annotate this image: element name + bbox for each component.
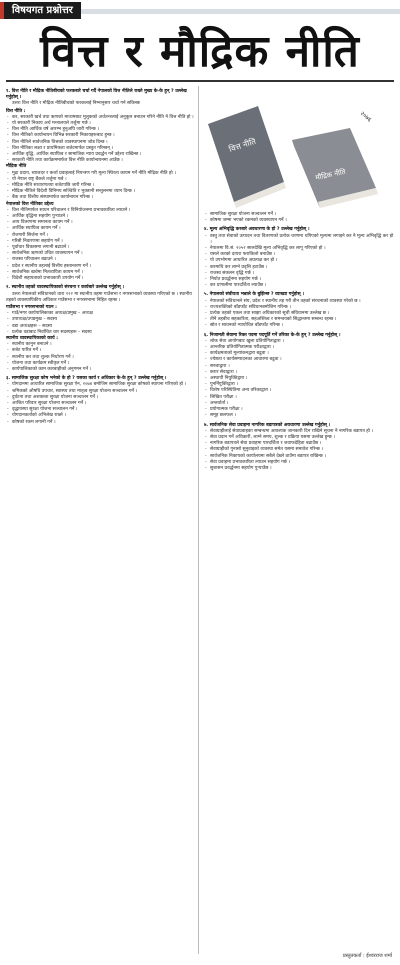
list-item: - कर, सरकारी खर्च तथा ऋणको माध्यमबाट मुलुकको अर्थतन्त्रलाई अनुकूल बनाउन गरिने नीति नै वित्त नीति हो । xyxy=(6,115,194,121)
list-item: - करार सेवाद्वारा । xyxy=(204,370,394,376)
page-title: वित्त र मौद्रिक नीति xyxy=(40,26,360,77)
question-6: ६. निजामती सेवामा रिक्त पदमा पदपूर्ति गर्ने तरिका के-के हुन् ? उल्लेख गर्नुहोस् । xyxy=(204,332,341,338)
list-item: - ज्येष्ठता र कार्यसम्पादनका आधारमा बढुवा । xyxy=(204,357,394,363)
list-item: - सार्वजनिक ऋणको उचित व्यवस्थापन गर्ने । xyxy=(6,251,194,257)
list-item: - अन्तर्वार्ता । xyxy=(204,401,394,407)
list-item: - सार्वजनिक निकायको कार्यालयमा सबैले देख्ने ठाउँमा बडापत्र राखिन्छ । xyxy=(204,454,394,460)
list-item: - आर्थिक स्थायित्व कायम गर्ने । xyxy=(6,226,194,232)
list-item: - नेपालमा वि.सं. २०५२ सालदेखि मूल्य अभिवृद्धि कर लागू गरिएको हो । xyxy=(204,246,394,252)
list-item: - योजना तथा कार्यक्रम स्वीकृत गर्ने । xyxy=(6,361,194,367)
list-item: - वस्तु तथा सेवाको उत्पादन तथा वितरणको प्रत्येक चरणमा थपिएको मूल्यमा लगाइने कर नै मूल्य अभिवृद्धि कर हो । xyxy=(204,234,394,246)
list-item: - कार्यक्षमताको मूल्यांकनद्वारा बढुवा । xyxy=(204,351,394,357)
monetary-policy-heading: मौद्रिक नीति xyxy=(6,164,27,170)
list-item: - श्रमिकको औषधि उपचार, स्वास्थ्य तथा मातृत्व सुरक्षा योजना सञ्चालन गर्ने । xyxy=(6,389,194,395)
answer-2: उत्तरः नेपालको संविधानको धारा २२२ मा स्थानीय तहमा गाउँसभा र नगरसभाको व्यवस्था गरिएको छ । स्थानीय तहको व्यवस्थापिकीय अधिकार गाउँसभा र नगरसभामा निहित रहन्छ । xyxy=(6,291,192,303)
list-item: - नागरिक बडापत्रले सेवा प्रवाहमा पारदर्शिता र जवाफदेहिता बढाउँछ । xyxy=(204,441,394,447)
author-credit: प्रस्तुतकर्ता : ईश्वरराज शर्मा xyxy=(342,953,392,959)
question-2: २. स्थानीय तहको व्यवस्थापिकाको संरचना र कार्यबारे उल्लेख गर्नुहोस् । xyxy=(6,285,125,291)
list-item: - वृद्धावस्था सुरक्षा योजना सञ्चालन गर्ने । xyxy=(6,407,194,413)
books-illustration xyxy=(200,84,396,210)
list-item: - स्रोत र साधनको न्यायोचित बाँडफाँट गरिन्छ । xyxy=(204,323,394,329)
fiscal-policy-book xyxy=(208,106,286,208)
title-divider xyxy=(6,80,394,82)
list-item: - सुशासन प्रवर्द्धनमा सहयोग पुर्‍याउँछ । xyxy=(204,466,394,472)
list-item: - वित्त नीतिमार्फत साधन परिचालन र विनियोजनमा प्रभावकारिता ल्याउने । xyxy=(6,208,194,214)
list-item: - उपाध्यक्ष/उपप्रमुख – सदस्य xyxy=(6,317,194,323)
list-item: - पुनर्नियुक्तिद्वारा । xyxy=(204,382,394,388)
list-item: - राजस्व परिचालन बढाउने । xyxy=(6,257,194,263)
list-item: - वडा अध्यक्षहरू – सदस्य xyxy=(6,324,194,330)
list-item: - विदेशी सहायताको प्रभावकारी उपयोग गर्ने । xyxy=(6,276,194,282)
list-item: - कर प्रणालीमा पारदर्शिता ल्याउँछ । xyxy=(204,283,394,289)
list-item: - प्रयोगात्मक परीक्षा । xyxy=(204,407,394,413)
list-item: - करमाथि कर लाग्ने प्रवृत्ति हटाउँछ । xyxy=(204,265,394,271)
section-tag: विषयगत प्रश्नोत्तर xyxy=(4,2,81,19)
list-item: - वित्त नीतिले सार्वजनिक वित्तको व्यवस्थापनमा जोड दिन्छ । xyxy=(6,140,194,146)
left-column xyxy=(6,86,194,426)
header-bar xyxy=(0,0,400,22)
list-item: - दुर्घटना तथा अशक्तता सुरक्षा योजना सञ्चालन गर्ने । xyxy=(6,395,194,401)
list-item: - आय वितरणमा समानता कायम गर्ने । xyxy=(6,220,194,226)
list-item: - मौद्रिक नीतिले विदेशी विनिमय सञ्चिति र भुक्तानी सन्तुलनमा ध्यान दिन्छ । xyxy=(6,189,194,195)
list-item: - योगदानमा आधारित सामाजिक सुरक्षा ऐन, २०७४ बमोजिम सामाजिक सुरक्षा कोषको स्थापना गरिएको हो । xyxy=(6,382,194,388)
list-item: - राजस्व संकलन वृद्धि गर्छ । xyxy=(204,271,394,277)
list-item: - सेवाग्राहीलाई सेवाप्रवाहका सम्बन्धमा आवश्यक जानकारी दिन राखिने सूचना नै नागरिक बडापत्र हो । xyxy=(204,429,394,435)
book-tag: २०७६ xyxy=(358,110,373,124)
list-item: - राज्यशक्तिको बाँडफाँट संविधानबमोजिम गरिन्छ । xyxy=(204,305,394,311)
list-item: - बैंक तथा वित्तीय संस्थामार्फत कार्यान्वयन गरिन्छ । xyxy=(6,195,194,201)
list-item: - सरुवाद्वारा । xyxy=(204,364,394,370)
fiscal-policy-heading: वित्त नीति : xyxy=(6,108,26,114)
list-item: - गरिबी निवारणमा सहयोग गर्ने । xyxy=(6,239,194,245)
list-item: - सरकारी नीति तथा कार्यक्रममार्फत वित्त नीति कार्यान्वयनमा आउँछ । xyxy=(6,158,194,164)
list-item: - वित्त नीतिका लक्ष्य र प्राथमिकता बजेटमार्फत प्रस्तुत गरिन्छन् । xyxy=(6,146,194,152)
list-item: - बजेट पारित गर्ने । xyxy=(6,348,194,354)
list-item: - लोक सेवा आयोगबाट खुला प्रतियोगिताद्वारा । xyxy=(204,339,394,345)
list-item: - समूह छलफल । xyxy=(204,413,394,419)
list-item: - मौद्रिक नीति साधारणतया बजेटपछि जारी गरिन्छ । xyxy=(6,183,194,189)
list-item: - प्रत्येक तहको एकल तथा साझा अधिकारको सूची संविधानमा उल्लेख छ । xyxy=(204,311,394,317)
list-item: - यो सरकारी निकाय अर्थ मन्त्रालयले तर्जुमा गर्छ । xyxy=(6,121,194,127)
list-item: - आन्तरिक प्रतियोगितात्मक परीक्षाद्वारा । xyxy=(204,345,394,351)
monetary-policy-book xyxy=(292,128,378,208)
fiscal-policy-book-label: वित्त नीति xyxy=(227,136,258,154)
list-item: - निर्यात प्रवर्द्धनमा सहयोग गर्छ । xyxy=(204,277,394,283)
list-item: - सेवा प्रवाहमा प्रभावकारिता ल्याउन सहयोग गर्छ । xyxy=(204,460,394,466)
list-item: - कोषमा जम्मा भएको रकमको व्यवस्थापन गर्ने । xyxy=(204,218,394,224)
column-divider xyxy=(198,86,199,954)
list-item: - मुद्रा प्रदाय, ब्याजदर र कर्जा प्रवाहलाई नियन्त्रण गरी मूल्य स्थिरता कायम गर्ने नीति मौद्रिक नीति हो । xyxy=(6,171,194,177)
list-item: - पूर्वाधार विकासमा लगानी बढाउने । xyxy=(6,245,194,251)
list-item: - आश्रित परिवार सुरक्षा योजना सञ्चालन गर्ने । xyxy=(6,401,194,407)
list-item: - कार्यपालिकाको काम कारबाहीको अनुगमन गर्ने । xyxy=(6,367,194,373)
list-item: - योगदानकर्ताको अभिलेख राख्ने । xyxy=(6,413,194,419)
list-item: - यसले करको दायरा फराकिलो बनाउँछ । xyxy=(204,252,394,258)
list-item: - तीनै तहबीच सहकारिता, सहअस्तित्व र समन्वयको सिद्धान्तमा सम्बन्ध रहन्छ । xyxy=(204,317,394,323)
question-7: ७. सार्वजनिक सेवा प्रवाहमा नागरिक बडापत्रको अवधारणा उल्लेख गर्नुहोस् । xyxy=(204,422,331,428)
list-item: - प्रदेश र स्थानीय तहलाई वित्तीय हस्तान्तरण गर्ने । xyxy=(6,264,194,270)
list-item: - आर्थिक वृद्धि, आर्थिक स्थायित्व र सामाजिक न्याय प्रवर्द्धन गर्ने उद्देश्य राखिन्छ । xyxy=(6,152,194,158)
right-column xyxy=(204,212,394,472)
list-item: - वित्त नीति आर्थिक वर्ष आरम्भ हुनुअघि जारी गरिन्छ । xyxy=(6,127,194,133)
list-item: - सेवाग्राहीको गुनासो सुनुवाइको व्यवस्था समेत यसमा समावेश गरिन्छ । xyxy=(204,447,394,453)
list-item: - विशेष परिस्थितिमा अन्य तरिकाद्वारा । xyxy=(204,388,394,394)
question-5: ५. नेपालको संघीयता भन्नाले के बुझिन्छ ? व्याख्या गर्नुहोस् । xyxy=(204,292,304,298)
answer-1-intro: उत्तरः वित्त नीति र मौद्रिक नीतिबीचको फरकलाई निम्नानुसार चर्चा गर्न सकिन्छः xyxy=(12,101,141,107)
list-item: - सामाजिक सुरक्षा योजना सञ्चालन गर्ने । xyxy=(204,212,394,218)
list-item: - स्थानीय कानुन बनाउने । xyxy=(6,342,194,348)
fiscal-objectives-heading: नेपालको वित्त नीतिका उद्देश्य xyxy=(6,201,54,207)
list-item: - आर्थिक वृद्धिमा सहयोग पुर्‍याउने । xyxy=(6,214,194,220)
list-item: - वित्त नीतिको कार्यान्वयन विभिन्न सरकारी निकायहरूबाट हुन्छ । xyxy=(6,133,194,139)
list-item: - सार्वजनिक खर्चमा मितव्ययिता कायम गर्ने । xyxy=(6,270,194,276)
question-1: १. वित्त नीति र मौद्रिक नीतिबीचको फरकबारे चर्चा गर्दै नेपालको वित्त नीतिले राख्ने मुख्य के-के हुन् ? उल्लेख गर्नुहोस् । xyxy=(6,89,187,101)
list-item: - प्रत्येक वडाबाट निर्वाचित चार सदस्यहरू – सदस्य xyxy=(6,330,194,336)
question-4: ४. मूल्य अभिवृद्धि करबारे अवधारणा के हो ? उल्लेख गर्नुहोस् । xyxy=(204,227,310,233)
monetary-policy-book-label: मौद्रिक नीति xyxy=(314,167,347,182)
list-item: - यो नेपाल राष्ट्र बैंकले तर्जुमा गर्छ । xyxy=(6,177,194,183)
list-item: - गाउँ/नगर कार्यपालिकाका अध्यक्ष/प्रमुख – अध्यक्ष xyxy=(6,311,194,317)
question-3: ३. सामाजिक सुरक्षा कोष भनेको के हो ? यसका कार्य र अधिकार के-के हुन् ? उल्लेख गर्नुहोस् । xyxy=(6,376,167,382)
list-item: - सेवा प्रदान गर्ने अधिकारी, लाग्ने समय, शुल्क र प्रक्रिया यसमा उल्लेख हुन्छ । xyxy=(204,435,394,441)
list-item: - नेपालको संविधानले संघ, प्रदेश र स्थानीय तह गरी तीन तहको संरचनाको व्यवस्था गरेको छ । xyxy=(204,299,394,305)
list-item: - यो उपभोगमा आधारित अप्रत्यक्ष कर हो । xyxy=(204,258,394,264)
list-item: - अस्थायी नियुक्तिद्वारा । xyxy=(204,376,394,382)
list-item: - स्थानीय कर तथा शुल्क निर्धारण गर्ने । xyxy=(6,355,194,361)
q2-subheading-2: स्थानीय व्यवस्थापिकाको कार्य : xyxy=(6,335,59,341)
list-item: - लिखित परीक्षा । xyxy=(204,395,394,401)
q2-subheading-1: गाउँसभा र नगरसभाको गठन : xyxy=(6,304,57,310)
list-item: - रोजगारी सिर्जना गर्ने । xyxy=(6,233,194,239)
list-item: - कोषको रकम लगानी गर्ने । xyxy=(6,420,194,426)
